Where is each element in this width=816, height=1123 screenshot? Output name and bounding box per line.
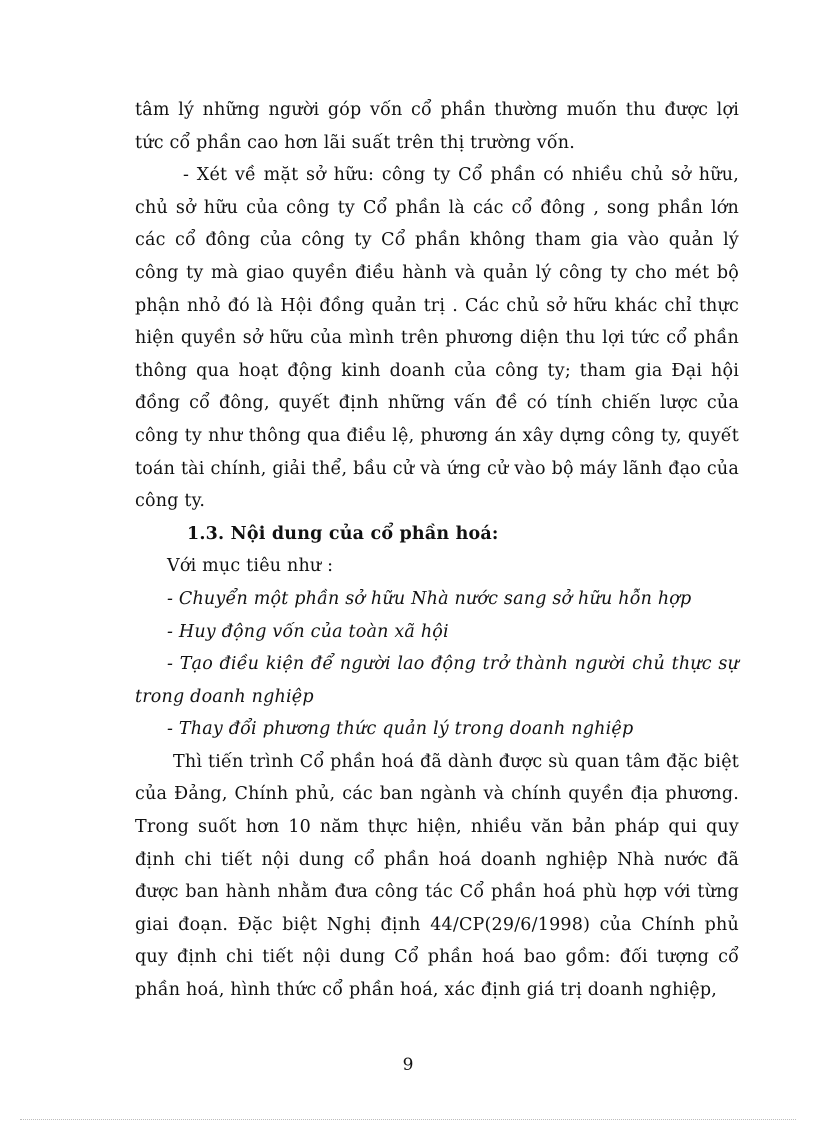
paragraph-ownership: - Xét về mặt sở hữu: công ty Cổ phần có nhiều chủ sở hữu, chủ sở hữu của công ty Cổ phần là các cổ đông , song phần lớn các cổ đông của công ty Cổ phần không tham gia vào quản lý công ty mà giao quyền điều hành và quản lý công ty cho mét bộ phận nhỏ đó là Hội đồng quản trị . Các chủ sở hữu khác chỉ thực hiện quyền sở hữu của mình trên phương diện thu lợi tức cổ phần thông qua hoạt động kinh doanh của công ty; tham gia Đại hội đồng cổ đông, quyết định những vấn đề có tính chiến lược của công ty như thông qua điều lệ, phương án xây dựng công ty, quyết toán tài chính, giải thể, bầu cử và ứng cử vào bộ máy lãnh đạo của công ty. xyxy=(135,165,739,512)
page-bottom-divider xyxy=(20,1119,796,1120)
page-number: 9 xyxy=(402,1055,414,1075)
body-text xyxy=(135,94,739,1007)
section-heading: 1.3. Nội dung của cổ phần hoá: xyxy=(187,523,499,544)
bullet-item: - Chuyển một phần sở hữu Nhà nước sang sở hữu hỗn hợp xyxy=(167,588,692,609)
paragraph-process: Thì tiến trình Cổ phần hoá đã dành được sù quan tâm đặc biệt của Đảng, Chính phủ, các ban ngành và chính quyền địa phương. Trong suốt hơn 10 năm thực hiện, nhiều văn bản pháp qui quy định chi tiết nội dung cổ phần hoá doanh nghiệp Nhà nước đã được ban hành nhằm đưa công tác Cổ phần hoá phù hợp với từng giai đoạn. Đặc biệt Nghị định 44/CP(29/6/1998) của Chính phủ quy định chi tiết nội dung Cổ phần hoá bao gồm: đối tượng cổ phần hoá, hình thức cổ phần hoá, xác định giá trị doanh nghiệp, xyxy=(135,751,739,1001)
intro-line: Với mục tiêu như : xyxy=(167,556,334,577)
bullet-item: - Thay đổi phương thức quản lý trong doanh nghiệp xyxy=(167,719,634,740)
bullet-item: - Tạo điều kiện để người lao động trở thành người chủ thực sự trong doanh nghiệp xyxy=(135,654,739,707)
paragraph-continuation: tâm lý những người góp vốn cổ phần thường muốn thu được lợi tức cổ phần cao hơn lãi suất trên thị trường vốn. xyxy=(135,100,739,153)
bullet-item: - Huy động vốn của toàn xã hội xyxy=(167,621,449,642)
